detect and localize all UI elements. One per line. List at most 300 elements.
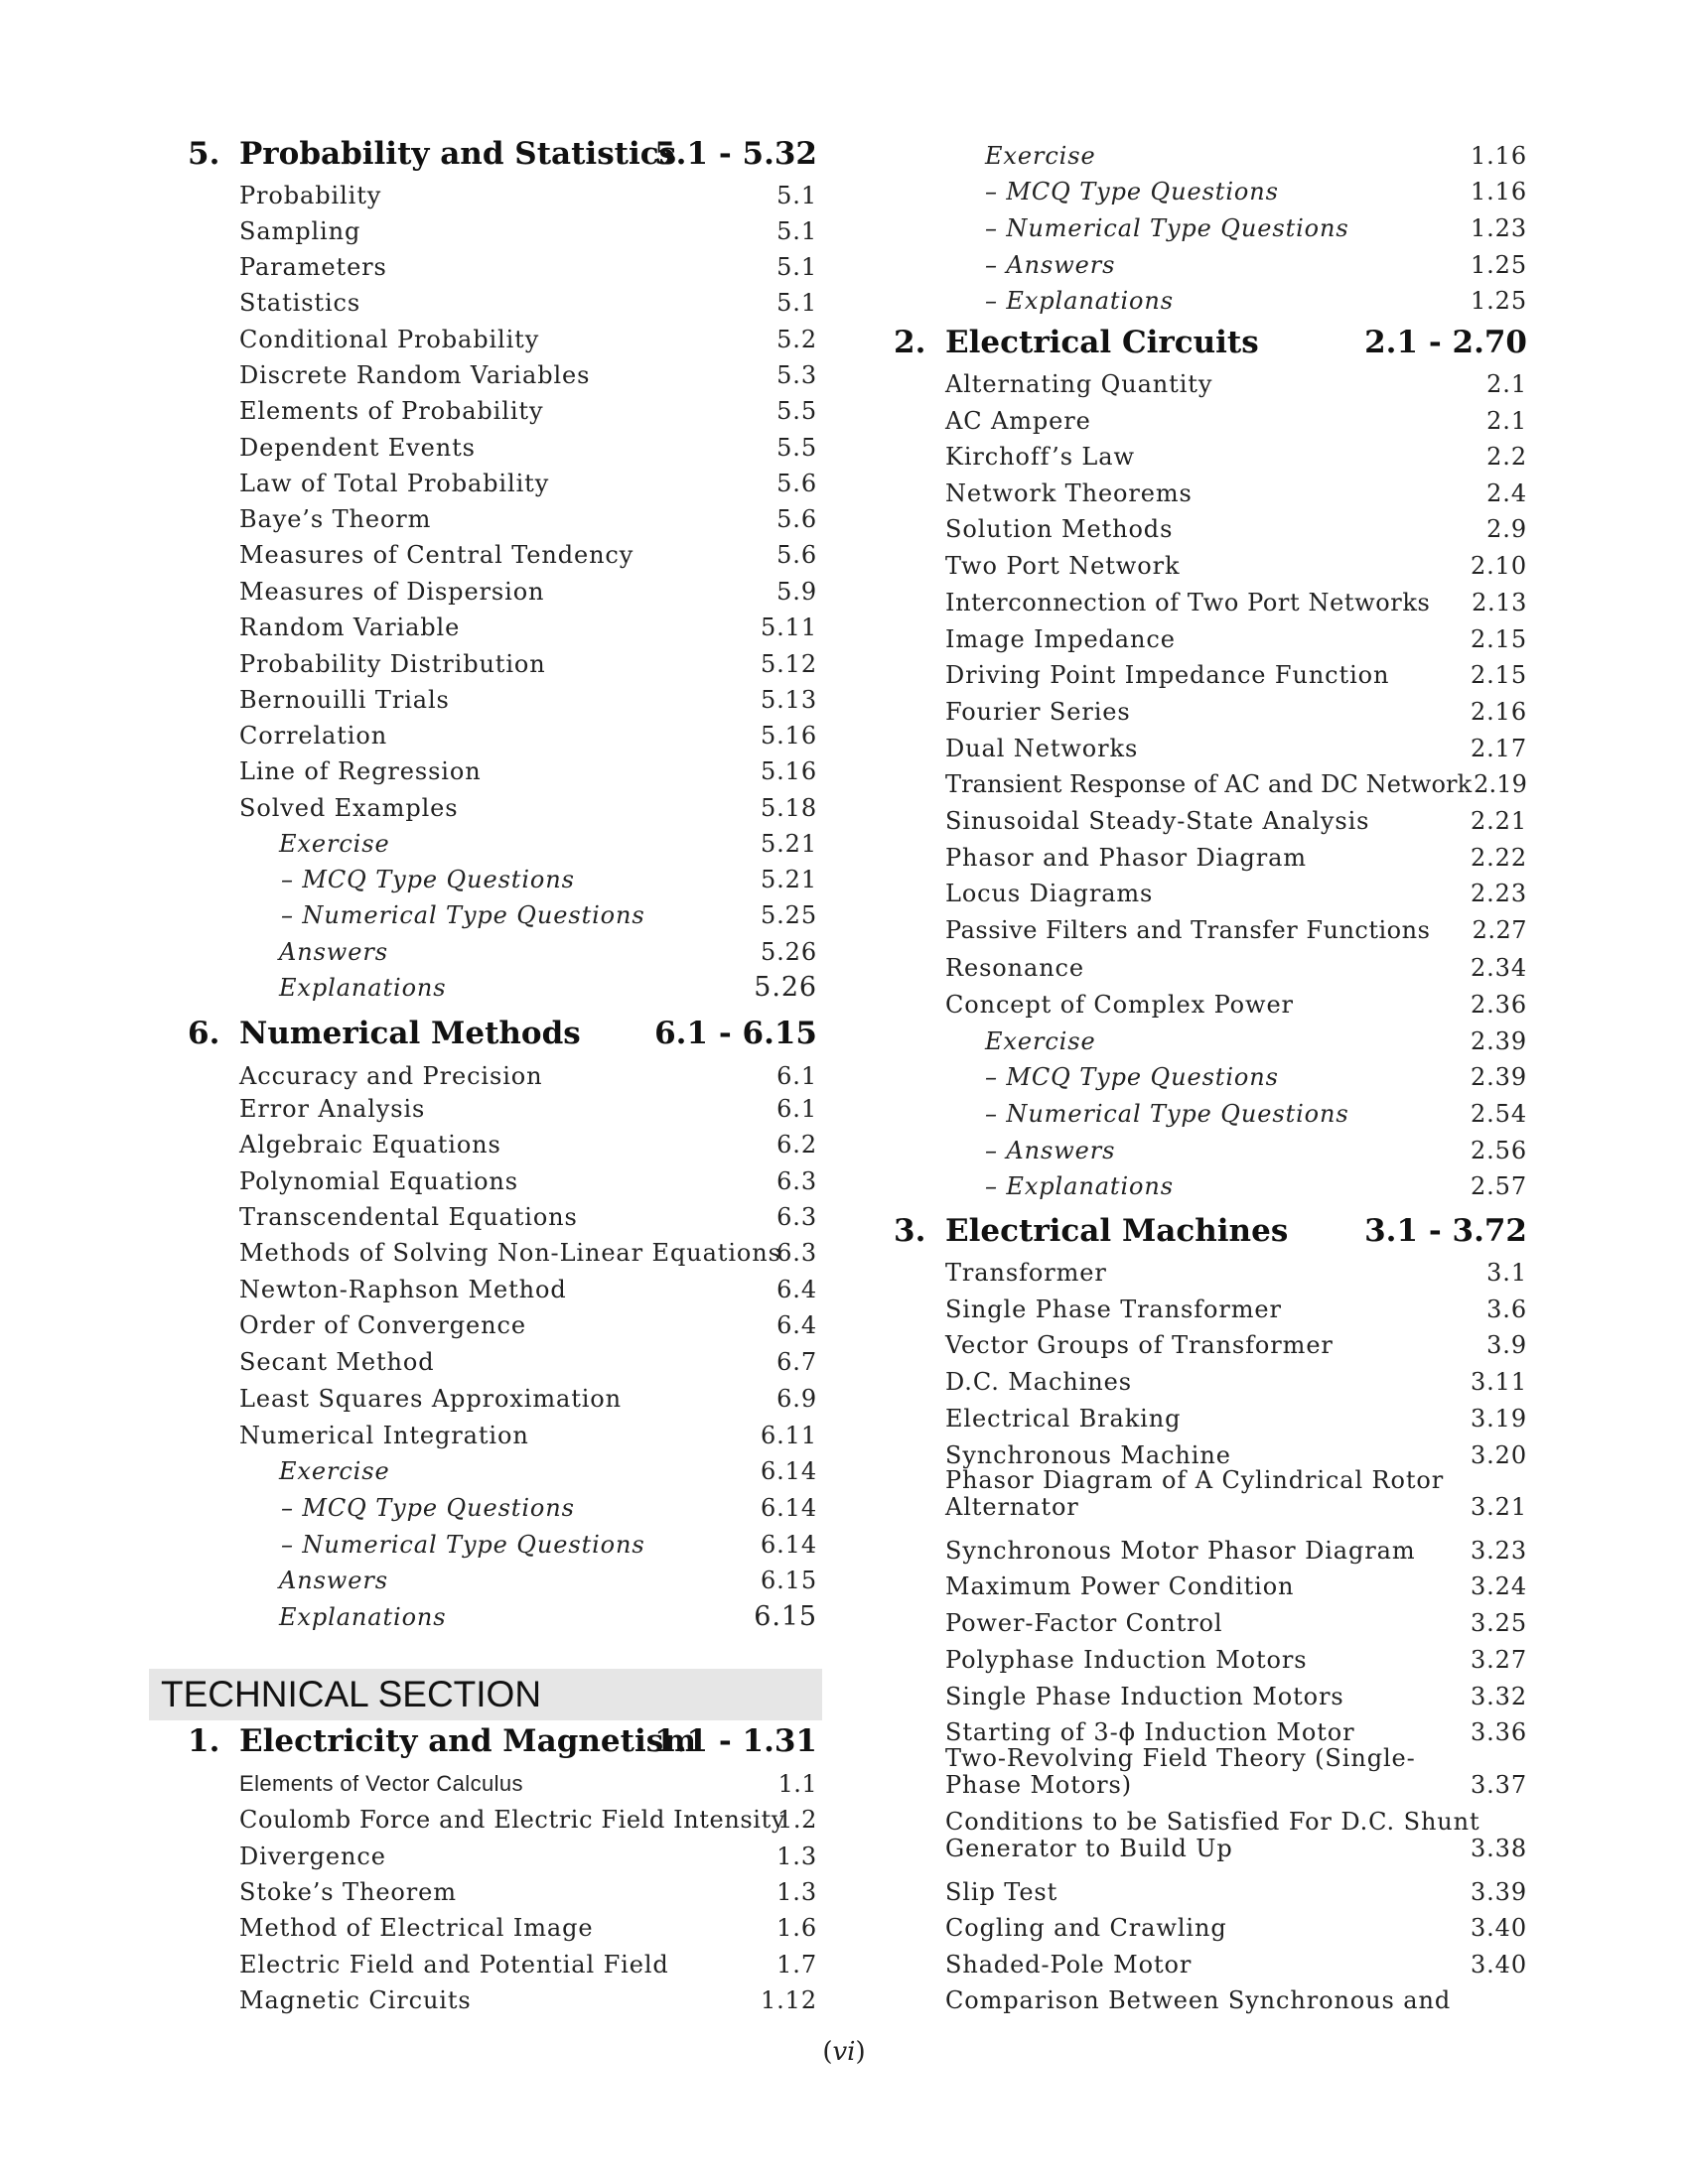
entry-page: 2.1 (1486, 370, 1527, 398)
toc-entry[interactable] (239, 1131, 817, 1159)
entry-title: Discrete Random Variables (239, 361, 591, 389)
entry-title: Phasor and Phasor Diagram (945, 844, 1307, 872)
toc-entry[interactable] (945, 479, 1527, 507)
entry-title: Passive Filters and Transfer Functions (945, 916, 1431, 944)
toc-entry[interactable] (239, 722, 817, 750)
toc-entry[interactable] (945, 1331, 1527, 1359)
toc-entry[interactable] (239, 686, 817, 714)
toc-entry[interactable] (945, 661, 1527, 689)
toc-entry[interactable] (239, 1239, 817, 1267)
chapter-title: Electrical Machines (945, 1213, 1289, 1249)
entry-page: 5.21 (760, 830, 817, 858)
entry-page: 5.12 (760, 650, 817, 678)
entry-title: Exercise (985, 1027, 1096, 1055)
entry-title: Solution Methods (945, 515, 1174, 543)
entry-page: 1.7 (776, 1951, 817, 1979)
entry-page: 3.27 (1470, 1646, 1527, 1674)
entry-title: Measures of Dispersion (239, 578, 545, 606)
chapter-3-heading[interactable] (894, 1213, 1529, 1253)
toc-entry[interactable] (945, 515, 1527, 543)
entry-page: 2.21 (1470, 807, 1527, 835)
entry-title: Line of Regression (239, 757, 482, 785)
entry-title: Measures of Central Tendency (239, 541, 634, 569)
entry-title: Fourier Series (945, 698, 1131, 726)
entry-page: 5.18 (760, 794, 817, 822)
entry-page: 2.15 (1470, 661, 1527, 689)
entry-title: Transcendental Equations (239, 1203, 578, 1231)
entry-title: Solved Examples (239, 794, 459, 822)
toc-entry[interactable] (945, 1718, 1527, 1746)
toc-entry[interactable] (239, 361, 817, 389)
toc-entry[interactable] (945, 589, 1527, 616)
entry-page: 6.3 (776, 1239, 817, 1267)
toc-entry[interactable] (945, 1878, 1527, 1906)
toc-entry[interactable] (239, 1062, 817, 1090)
entry-title: – Answers (985, 1137, 1116, 1164)
entry-title: Concept of Complex Power (945, 991, 1294, 1019)
toc-entry[interactable] (239, 1203, 817, 1231)
entry-title: – Numerical Type Questions (281, 1531, 645, 1559)
entry-title: – MCQ Type Questions (281, 866, 575, 893)
entry-page: 5.6 (776, 541, 817, 569)
toc-entry[interactable] (239, 1095, 817, 1123)
entry-title: Random Variable (239, 614, 461, 641)
toc-entry[interactable] (945, 625, 1527, 653)
entry-title: Explanations (279, 974, 447, 1002)
toc-entry[interactable] (945, 1572, 1527, 1600)
entry-title: Transient Response of AC and DC Network (945, 770, 1473, 798)
entry-title: Electrical Braking (945, 1405, 1182, 1433)
entry-title: Stoke’s Theorem (239, 1878, 457, 1906)
entry-title: Elements of Probability (239, 397, 544, 425)
entry-title: – MCQ Type Questions (985, 1063, 1279, 1091)
entry-page: 6.15 (754, 1601, 817, 1632)
entry-title: Sampling (239, 217, 361, 245)
toc-entry[interactable] (945, 880, 1527, 907)
toc-entry-sub[interactable] (985, 1137, 1527, 1164)
entry-page: 6.1 (776, 1095, 817, 1123)
entry-page: 1.1 (777, 1770, 817, 1798)
entry-page: 2.1 (1486, 407, 1527, 435)
entry-page: 1.3 (776, 1878, 817, 1906)
toc-entry[interactable] (239, 1422, 817, 1449)
entry-page: 3.11 (1470, 1368, 1527, 1396)
entry-page: 2.4 (1486, 479, 1527, 507)
entry-title: Locus Diagrams (945, 880, 1154, 907)
entry-title: Two Port Network (945, 552, 1181, 580)
page-number (0, 2037, 1688, 2067)
toc-entry[interactable] (239, 541, 817, 569)
chapter-number: 1. (188, 1723, 220, 1759)
entry-page: 5.25 (760, 901, 817, 929)
chapter-number: 2. (894, 325, 926, 360)
toc-entry-exercise[interactable] (985, 142, 1527, 170)
chapter-page-range: 5.1 - 5.32 (654, 136, 817, 172)
toc-entry[interactable] (239, 289, 817, 317)
toc-entry-explanations[interactable] (279, 1603, 817, 1631)
entry-title: Bernouilli Trials (239, 686, 450, 714)
folio-close-paren: ) (855, 2037, 866, 2067)
toc-entry[interactable] (239, 505, 817, 533)
toc-entry[interactable] (945, 916, 1527, 944)
toc-entry-sub[interactable] (985, 1063, 1527, 1091)
entry-title: Single Phase Transformer (945, 1296, 1282, 1323)
entry-title: Network Theorems (945, 479, 1193, 507)
entry-page: 2.57 (1470, 1172, 1527, 1200)
toc-entry-exercise[interactable] (279, 1457, 817, 1485)
toc-entry[interactable] (239, 1385, 817, 1413)
toc-entry-sub[interactable] (985, 214, 1527, 242)
toc-entry-explanations[interactable] (279, 974, 817, 1002)
chapter-title: Numerical Methods (239, 1016, 581, 1051)
toc-entry[interactable] (239, 1878, 817, 1906)
entry-title: Electric Field and Potential Field (239, 1951, 669, 1979)
entry-title: – Answers (985, 251, 1116, 279)
entry-page: 1.23 (1470, 214, 1527, 242)
toc-entry[interactable] (239, 1348, 817, 1376)
entry-page: 5.11 (760, 614, 817, 641)
entry-title: Single Phase Induction Motors (945, 1683, 1344, 1710)
chapter-page-range: 1.1 - 1.31 (654, 1723, 817, 1759)
entry-title: Maximum Power Condition (945, 1572, 1295, 1600)
toc-entry[interactable] (239, 1167, 817, 1195)
entry-title: Comparison Between Synchronous and (945, 1986, 1452, 2014)
entry-title: Vector Groups of Transformer (945, 1331, 1334, 1359)
entry-page: 5.16 (760, 722, 817, 750)
toc-entry[interactable] (239, 217, 817, 245)
entry-page: 5.5 (776, 434, 817, 462)
entry-page: 3.37 (1470, 1771, 1527, 1799)
entry-title: Shaded-Pole Motor (945, 1951, 1193, 1979)
entry-page: 2.9 (1486, 515, 1527, 543)
entry-page: 2.36 (1470, 991, 1527, 1019)
toc-entry[interactable] (945, 407, 1527, 435)
entry-title: Image Impedance (945, 625, 1176, 653)
entry-title: Driving Point Impedance Function (945, 661, 1390, 689)
toc-entry[interactable] (945, 1441, 1527, 1469)
toc-entry-sub[interactable] (985, 178, 1527, 205)
toc-entry[interactable] (239, 1276, 817, 1303)
entry-title: – MCQ Type Questions (985, 178, 1279, 205)
entry-page: 6.3 (776, 1167, 817, 1195)
entry-title: Elements of Vector Calculus (239, 1771, 523, 1796)
entry-page: 6.15 (760, 1567, 817, 1594)
entry-title: Answers (279, 1567, 388, 1594)
entry-page: 5.21 (760, 866, 817, 893)
toc-entry[interactable] (945, 1609, 1527, 1637)
entry-page: 5.9 (776, 578, 817, 606)
entry-title: Baye’s Theorm (239, 505, 432, 533)
entry-page: 6.3 (776, 1203, 817, 1231)
entry-title: Coulomb Force and Electric Field Intensity (239, 1806, 785, 1834)
toc-entry[interactable] (239, 253, 817, 281)
entry-page: 2.17 (1470, 735, 1527, 762)
entry-page: 5.1 (776, 289, 817, 317)
toc-entry[interactable] (945, 1537, 1527, 1565)
toc-entry-sub[interactable] (281, 866, 817, 893)
toc-entry[interactable] (239, 326, 817, 353)
toc-entry[interactable] (239, 397, 817, 425)
entry-page: 6.1 (776, 1062, 817, 1090)
entry-page: 5.1 (776, 253, 817, 281)
entry-page: 2.34 (1470, 954, 1527, 982)
entry-title: Dependent Events (239, 434, 476, 462)
entry-page: 6.4 (776, 1311, 817, 1339)
entry-title: Statistics (239, 289, 361, 317)
toc-entry-sub[interactable] (985, 287, 1527, 315)
entry-page: 3.39 (1470, 1878, 1527, 1906)
entry-title: Resonance (945, 954, 1085, 982)
toc-entry-sub[interactable] (985, 251, 1527, 279)
chapter-2-heading[interactable] (894, 325, 1529, 364)
toc-entry[interactable] (945, 770, 1527, 798)
entry-page: 3.20 (1470, 1441, 1527, 1469)
entry-title: Error Analysis (239, 1095, 426, 1123)
entry-title: Starting of 3-ϕ Induction Motor (945, 1718, 1355, 1746)
entry-page: 2.2 (1486, 443, 1527, 471)
entry-title: D.C. Machines (945, 1368, 1132, 1396)
toc-entry[interactable] (945, 552, 1527, 580)
entry-page: 5.2 (776, 326, 817, 353)
entry-page: 1.25 (1470, 251, 1527, 279)
chapter-title: Probability and Statistics (239, 136, 677, 172)
entry-title: Newton-Raphson Method (239, 1276, 567, 1303)
entry-title: Two-Revolving Field Theory (Single-Phase Motors) (945, 1744, 1416, 1799)
entry-title: Alternating Quantity (945, 370, 1213, 398)
entry-page: 1.6 (776, 1914, 817, 1942)
entry-title: Slip Test (945, 1878, 1058, 1906)
entry-title: Probability Distribution (239, 650, 546, 678)
entry-page: 2.23 (1470, 880, 1527, 907)
entry-title: Numerical Integration (239, 1422, 529, 1449)
entry-page: 3.38 (1470, 1835, 1527, 1862)
toc-entry[interactable] (239, 182, 817, 209)
entry-page: 3.24 (1470, 1572, 1527, 1600)
entry-page: 6.2 (776, 1131, 817, 1159)
entry-title: Exercise (279, 830, 390, 858)
technical-section-band (149, 1669, 822, 1720)
entry-page: 2.10 (1470, 552, 1527, 580)
entry-page: 2.39 (1470, 1027, 1527, 1055)
entry-title: Polyphase Induction Motors (945, 1646, 1308, 1674)
entry-title: Kirchoff’s Law (945, 443, 1135, 471)
entry-title: Probability (239, 182, 382, 209)
entry-title: Synchronous Machine (945, 1441, 1231, 1469)
entry-title: – Explanations (985, 287, 1174, 315)
toc-entry[interactable] (945, 1259, 1527, 1287)
entry-title: Correlation (239, 722, 388, 750)
entry-page: 3.19 (1470, 1405, 1527, 1433)
toc-entry[interactable] (945, 1914, 1527, 1942)
entry-title: Synchronous Motor Phasor Diagram (945, 1537, 1416, 1565)
chapter-page-range: 6.1 - 6.15 (654, 1016, 817, 1051)
toc-entry[interactable] (239, 757, 817, 785)
entry-page: 5.3 (776, 361, 817, 389)
entry-title: AC Ampere (945, 407, 1091, 435)
toc-entry-exercise[interactable] (279, 830, 817, 858)
entry-page: 1.16 (1470, 178, 1527, 205)
technical-section-title: TECHNICAL SECTION (161, 1674, 542, 1714)
entry-title: Dual Networks (945, 735, 1139, 762)
toc-entry[interactable] (239, 578, 817, 606)
entry-page: 5.1 (776, 217, 817, 245)
entry-page: 6.14 (760, 1494, 817, 1522)
entry-page: 2.54 (1470, 1100, 1527, 1128)
chapter-number: 6. (188, 1016, 220, 1051)
toc-entry-sub[interactable] (985, 1100, 1527, 1128)
entry-title: Cogling and Crawling (945, 1914, 1227, 1942)
folio-numeral: vi (832, 2037, 856, 2067)
toc-entry-multiline[interactable] (945, 1467, 1527, 1521)
toc-entry[interactable] (239, 614, 817, 641)
entry-page: 3.9 (1486, 1331, 1527, 1359)
entry-page: 3.40 (1470, 1914, 1527, 1942)
entry-title: Power-Factor Control (945, 1609, 1223, 1637)
toc-entry-sub[interactable] (985, 1172, 1527, 1200)
toc-entry-exercise[interactable] (985, 1027, 1527, 1055)
toc-entry[interactable] (945, 1986, 1527, 2014)
entry-page: 5.26 (754, 972, 817, 1003)
entry-title: – Numerical Type Questions (985, 214, 1349, 242)
entry-page: 6.4 (776, 1276, 817, 1303)
entry-page: 2.56 (1470, 1137, 1527, 1164)
toc-entry[interactable] (945, 1683, 1527, 1710)
entry-title: Algebraic Equations (239, 1131, 501, 1159)
entry-title: – MCQ Type Questions (281, 1494, 575, 1522)
entry-title: Accuracy and Precision (239, 1062, 543, 1090)
entry-title: – Numerical Type Questions (281, 901, 645, 929)
entry-page: 1.3 (776, 1843, 817, 1870)
toc-entry[interactable] (945, 1646, 1527, 1674)
toc-entry[interactable] (239, 1986, 817, 2014)
toc-entry[interactable] (239, 1770, 817, 1798)
entry-page: 2.15 (1470, 625, 1527, 653)
entry-page: 5.26 (760, 938, 817, 966)
toc-entry-sub[interactable] (281, 1531, 817, 1559)
entry-page: 1.25 (1470, 287, 1527, 315)
toc-entry[interactable] (239, 1843, 817, 1870)
toc-entry[interactable] (945, 954, 1527, 982)
entry-title: Magnetic Circuits (239, 1986, 472, 2014)
toc-entry[interactable] (945, 1951, 1527, 1979)
entry-page: 5.6 (776, 505, 817, 533)
entry-title: Explanations (279, 1603, 447, 1631)
toc-entry[interactable] (945, 370, 1527, 398)
toc-entry[interactable] (239, 1914, 817, 1942)
entry-page: 2.19 (1474, 770, 1527, 798)
entry-title: Method of Electrical Image (239, 1914, 594, 1942)
toc-entry[interactable] (945, 844, 1527, 872)
entry-title: Conditions to be Satisfied For D.C. Shunt Generator to Build Up (945, 1808, 1480, 1862)
entry-title: Exercise (985, 142, 1096, 170)
toc-entry[interactable] (945, 735, 1527, 762)
toc-entry[interactable] (239, 794, 817, 822)
entry-page: 6.14 (760, 1457, 817, 1485)
toc-entry[interactable] (239, 1951, 817, 1979)
chapter-title: Electricity and Magnetism (239, 1723, 696, 1759)
entry-page: 2.39 (1470, 1063, 1527, 1091)
entry-page: 1.12 (760, 1986, 817, 2014)
entry-page: 3.40 (1470, 1951, 1527, 1979)
entry-title: Exercise (279, 1457, 390, 1485)
entry-title: Secant Method (239, 1348, 435, 1376)
entry-title: Answers (279, 938, 388, 966)
toc-entry-sub[interactable] (281, 1494, 817, 1522)
toc-entry-answers[interactable] (279, 938, 817, 966)
toc-entry-multiline[interactable] (945, 1809, 1527, 1862)
toc-entry-answers[interactable] (279, 1567, 817, 1594)
entry-title: Interconnection of Two Port Networks (945, 589, 1431, 616)
chapter-title: Electrical Circuits (945, 325, 1259, 360)
chapter-page-range: 3.1 - 3.72 (1364, 1213, 1527, 1249)
toc-entry[interactable] (239, 1806, 817, 1834)
entry-page: 5.1 (776, 182, 817, 209)
toc-entry[interactable] (945, 1296, 1527, 1323)
entry-title: Order of Convergence (239, 1311, 526, 1339)
toc-entry[interactable] (945, 698, 1527, 726)
toc-entry[interactable] (945, 807, 1527, 835)
entry-title: Parameters (239, 253, 387, 281)
toc-entry[interactable] (945, 1405, 1527, 1433)
toc-entry-multiline[interactable] (945, 1745, 1527, 1799)
entry-page: 5.6 (776, 470, 817, 497)
toc-entry[interactable] (945, 991, 1527, 1019)
chapter-6-heading[interactable] (188, 1016, 819, 1055)
chapter-1-heading[interactable] (188, 1723, 819, 1763)
entry-page: 3.21 (1470, 1493, 1527, 1521)
entry-page: 3.32 (1470, 1683, 1527, 1710)
chapter-number: 3. (894, 1213, 926, 1249)
entry-title: Methods of Solving Non-Linear Equations (239, 1239, 781, 1267)
entry-title: Conditional Probability (239, 326, 540, 353)
entry-page: 1.2 (777, 1806, 817, 1834)
entry-title: Polynomial Equations (239, 1167, 519, 1195)
entry-page: 5.5 (776, 397, 817, 425)
toc-entry[interactable] (239, 650, 817, 678)
entry-page: 5.13 (760, 686, 817, 714)
entry-title: Divergence (239, 1843, 386, 1870)
entry-page: 2.27 (1472, 916, 1527, 944)
entry-page: 3.6 (1486, 1296, 1527, 1323)
entry-page: 3.36 (1470, 1718, 1527, 1746)
folio-open-paren: ( (822, 2037, 833, 2067)
entry-title: Phasor Diagram of A Cylindrical Rotor Alternator (945, 1466, 1445, 1521)
toc-entry[interactable] (239, 470, 817, 497)
chapter-5-heading[interactable] (188, 136, 819, 176)
entry-title: Sinusoidal Steady-State Analysis (945, 807, 1370, 835)
entry-title: – Numerical Type Questions (985, 1100, 1349, 1128)
toc-entry[interactable] (239, 1311, 817, 1339)
toc-entry[interactable] (945, 443, 1527, 471)
entry-page: 5.16 (760, 757, 817, 785)
entry-title: Least Squares Approximation (239, 1385, 623, 1413)
entry-page: 6.9 (776, 1385, 817, 1413)
chapter-number: 5. (188, 136, 220, 172)
entry-title: – Explanations (985, 1172, 1174, 1200)
toc-entry[interactable] (239, 434, 817, 462)
chapter-page-range: 2.1 - 2.70 (1364, 325, 1527, 360)
entry-page: 2.16 (1470, 698, 1527, 726)
entry-page: 3.23 (1470, 1537, 1527, 1565)
entry-page: 6.11 (760, 1422, 817, 1449)
toc-entry[interactable] (945, 1368, 1527, 1396)
entry-page: 1.16 (1470, 142, 1527, 170)
entry-page: 2.22 (1470, 844, 1527, 872)
toc-entry-sub[interactable] (281, 901, 817, 929)
entry-title: Law of Total Probability (239, 470, 550, 497)
entry-page: 6.7 (776, 1348, 817, 1376)
entry-page: 3.25 (1470, 1609, 1527, 1637)
